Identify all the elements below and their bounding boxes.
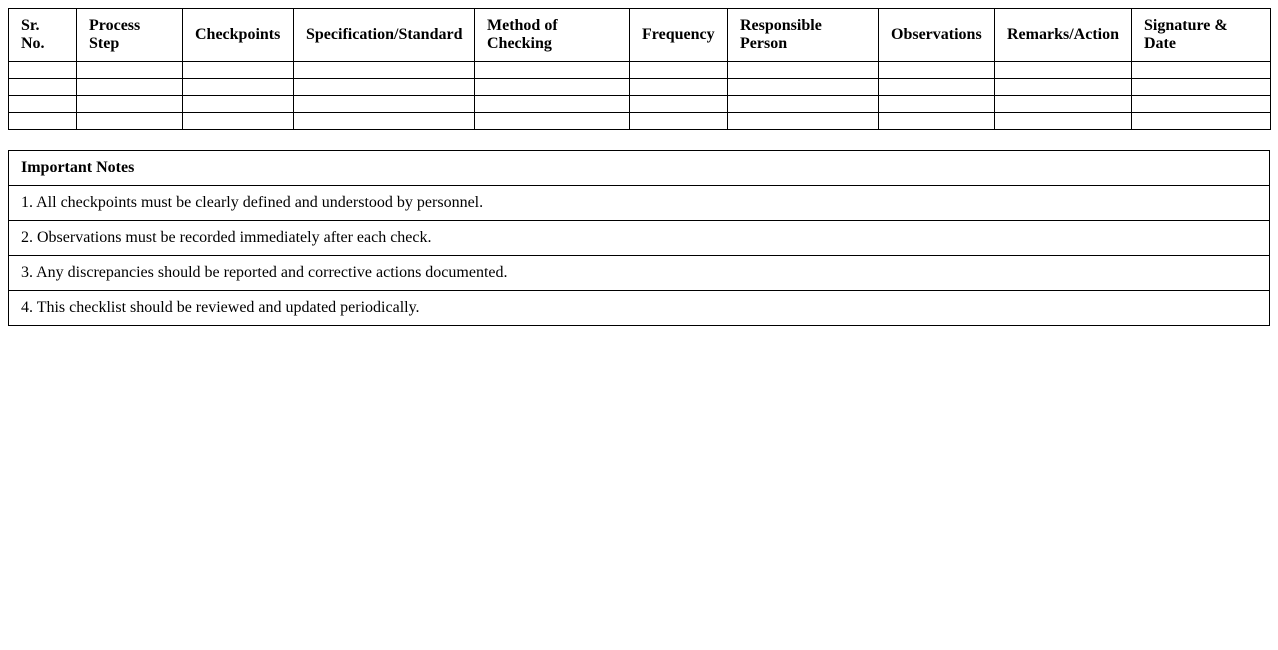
table-cell[interactable]	[183, 62, 294, 79]
table-cell[interactable]	[728, 62, 879, 79]
header-row	[9, 9, 1271, 62]
table-cell[interactable]	[475, 79, 630, 96]
notes-title-row	[9, 151, 1270, 186]
table-cell[interactable]	[995, 96, 1132, 113]
table-cell[interactable]	[475, 113, 630, 130]
table-cell[interactable]	[475, 62, 630, 79]
table-cell[interactable]	[995, 79, 1132, 96]
table-cell[interactable]	[183, 96, 294, 113]
note-row	[9, 291, 1270, 326]
table-cell[interactable]	[77, 79, 183, 96]
column-header-checkpoints: Checkpoints	[183, 9, 294, 62]
table-cell[interactable]	[9, 79, 77, 96]
table-cell[interactable]	[879, 62, 995, 79]
table-cell[interactable]	[728, 79, 879, 96]
table-cell[interactable]	[294, 62, 475, 79]
note-item: 3. Any discrepancies should be reported and corrective actions documented.	[9, 256, 1270, 291]
note-row	[9, 186, 1270, 221]
table-cell[interactable]	[879, 113, 995, 130]
table-row	[9, 96, 1271, 113]
table-cell[interactable]	[879, 79, 995, 96]
table-row	[9, 79, 1271, 96]
note-item: 1. All checkpoints must be clearly defined and understood by personnel.	[9, 186, 1270, 221]
column-header-specification: Specification/Standard	[294, 9, 475, 62]
table-cell[interactable]	[294, 113, 475, 130]
table-cell[interactable]	[294, 79, 475, 96]
table-cell[interactable]	[77, 62, 183, 79]
column-header-signature: Signature & Date	[1132, 9, 1271, 62]
column-header-frequency: Frequency	[630, 9, 728, 62]
table-cell[interactable]	[630, 62, 728, 79]
notes-title: Important Notes	[9, 151, 1270, 186]
note-row	[9, 221, 1270, 256]
table-cell[interactable]	[1132, 113, 1271, 130]
table-cell[interactable]	[1132, 96, 1271, 113]
table-cell[interactable]	[630, 79, 728, 96]
table-cell[interactable]	[995, 113, 1132, 130]
table-cell[interactable]	[728, 113, 879, 130]
table-row	[9, 62, 1271, 79]
table-cell[interactable]	[294, 96, 475, 113]
note-row	[9, 256, 1270, 291]
table-cell[interactable]	[879, 96, 995, 113]
column-header-responsible: Responsible Person	[728, 9, 879, 62]
note-item: 2. Observations must be recorded immediately after each check.	[9, 221, 1270, 256]
table-cell[interactable]	[995, 62, 1132, 79]
checklist-table	[8, 8, 1271, 130]
table-cell[interactable]	[183, 79, 294, 96]
table-cell[interactable]	[9, 96, 77, 113]
table-cell[interactable]	[1132, 62, 1271, 79]
column-header-remarks: Remarks/Action	[995, 9, 1132, 62]
column-header-sr-no: Sr. No.	[9, 9, 77, 62]
table-cell[interactable]	[77, 113, 183, 130]
column-header-process-step: Process Step	[77, 9, 183, 62]
table-row	[9, 113, 1271, 130]
note-item: 4. This checklist should be reviewed and updated periodically.	[9, 291, 1270, 326]
column-header-observations: Observations	[879, 9, 995, 62]
table-cell[interactable]	[630, 113, 728, 130]
table-cell[interactable]	[9, 62, 77, 79]
table-cell[interactable]	[9, 113, 77, 130]
column-header-method: Method of Checking	[475, 9, 630, 62]
table-cell[interactable]	[630, 96, 728, 113]
table-cell[interactable]	[475, 96, 630, 113]
notes-table	[8, 150, 1270, 326]
table-cell[interactable]	[183, 113, 294, 130]
table-cell[interactable]	[1132, 79, 1271, 96]
table-cell[interactable]	[77, 96, 183, 113]
table-cell[interactable]	[728, 96, 879, 113]
